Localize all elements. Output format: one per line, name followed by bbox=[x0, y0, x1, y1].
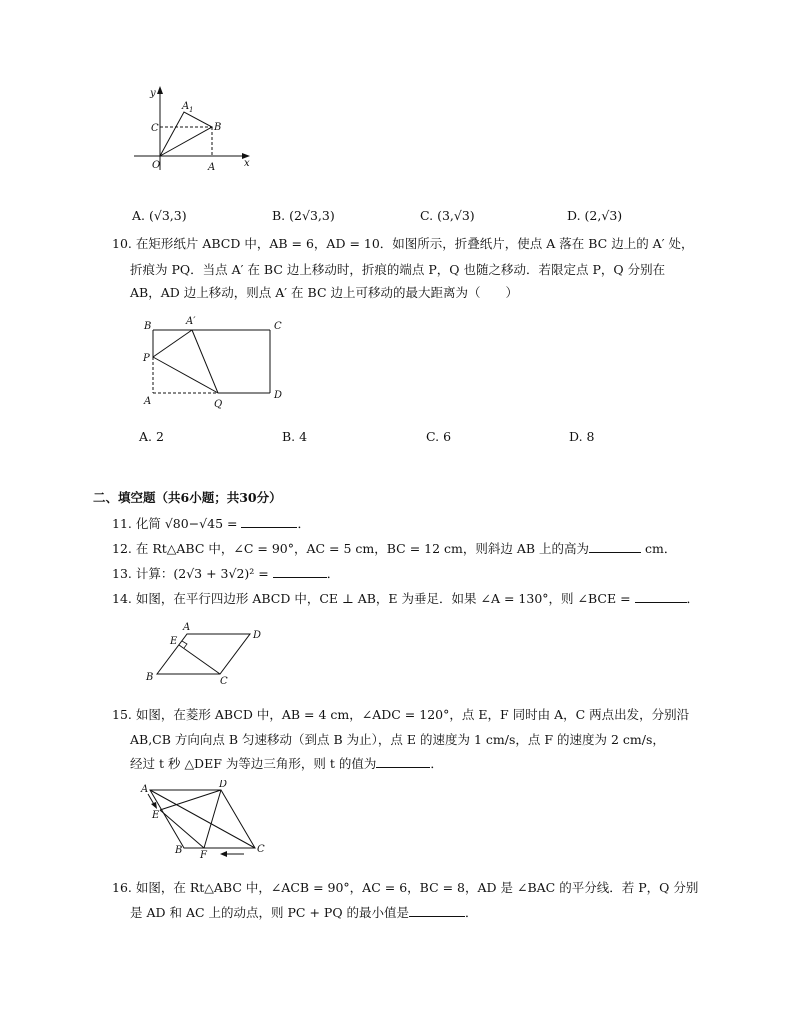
q16-line-2-text: 是 AD 和 AC 上的动点，则 PC + PQ 的最小值是 bbox=[130, 905, 410, 920]
option-text: (2√3,3) bbox=[289, 208, 335, 223]
q9-option-b[interactable] bbox=[272, 208, 335, 223]
label-o: O bbox=[152, 160, 161, 171]
label-y: y bbox=[150, 88, 156, 99]
label-b: B bbox=[214, 122, 222, 133]
q10-line-1: 10. 在矩形纸片 ABCD 中，AB = 6，AD = 10．如图所示，折叠纸片，使点 A 落在 BC 边上的 A′ 处， bbox=[112, 236, 694, 251]
y-axis-arrow bbox=[157, 86, 163, 94]
q13 bbox=[112, 564, 339, 582]
q14-parallelogram-figure bbox=[142, 618, 272, 684]
option-letter: A. bbox=[132, 208, 146, 223]
q9-option-c[interactable] bbox=[420, 208, 475, 223]
section-title: 二、填空题（共6小题；共30分） bbox=[93, 490, 282, 505]
q13-prefix: 13. 计算： bbox=[112, 566, 174, 581]
label-d: D bbox=[253, 630, 262, 641]
triangle-oa1b bbox=[160, 112, 212, 156]
q13-answer-blank[interactable] bbox=[273, 565, 327, 578]
q16-line-2 bbox=[130, 903, 478, 921]
q9-option-d[interactable] bbox=[567, 208, 622, 223]
q15-line-2: AB,CB 方向向点 B 匀速移动（到点 B 为止），点 E 的速度为 1 cm/s，点 F 的速度为 2 cm/s， bbox=[130, 732, 665, 747]
option-text: 4 bbox=[299, 429, 308, 444]
option-text: (3,√3) bbox=[437, 208, 475, 223]
q14-answer-blank[interactable] bbox=[635, 590, 687, 603]
label-a-prime: A′ bbox=[186, 316, 196, 327]
option-text: 2 bbox=[156, 429, 164, 444]
option-text: 6 bbox=[443, 429, 452, 444]
q10-option-a[interactable] bbox=[139, 429, 164, 444]
q10-option-b[interactable] bbox=[282, 429, 307, 444]
q15-line-3-text: 经过 t 秒 △DEF 为等边三角形，则 t 的值为 bbox=[130, 756, 377, 771]
q9-coordinate-figure bbox=[128, 84, 258, 174]
label-q: Q bbox=[214, 399, 223, 410]
option-letter: B. bbox=[272, 208, 286, 223]
q11-expr: √80−√45 = bbox=[164, 516, 242, 531]
q15-line-1: 15. 如图，在菱形 ABCD 中，AB = 4 cm，∠ADC = 120°，点 E，F 同时由 A，C 两点出发，分别沿 bbox=[112, 707, 690, 722]
q12-answer-blank[interactable] bbox=[589, 540, 641, 553]
label-a: A bbox=[141, 784, 149, 795]
q14 bbox=[112, 589, 699, 607]
q12 bbox=[112, 539, 676, 557]
label-d: D bbox=[219, 780, 228, 790]
segment-ce bbox=[179, 645, 220, 674]
label-a1-sub: 1 bbox=[189, 106, 194, 114]
fold-a2q bbox=[192, 330, 218, 393]
q11-prefix: 11. 化简 bbox=[112, 516, 165, 531]
q15-rhombus-figure bbox=[138, 780, 268, 862]
q15-answer-blank[interactable] bbox=[376, 755, 430, 768]
q11-answer-blank[interactable] bbox=[241, 515, 297, 528]
label-a: A bbox=[144, 396, 152, 407]
option-letter: C. bbox=[420, 208, 434, 223]
label-c: C bbox=[257, 844, 265, 855]
label-b: B bbox=[175, 845, 183, 856]
label-b: B bbox=[144, 321, 152, 332]
option-letter: A. bbox=[139, 429, 153, 444]
label-p: P bbox=[143, 353, 150, 364]
segment-df bbox=[204, 790, 221, 848]
q9-option-a[interactable] bbox=[132, 208, 187, 223]
q15-suffix: ． bbox=[430, 756, 443, 771]
q12-suffix: cm． bbox=[641, 541, 677, 556]
diagonal-ac bbox=[150, 790, 255, 848]
q10-rectangle-figure bbox=[138, 314, 288, 412]
option-letter: D. bbox=[567, 208, 581, 223]
label-x: x bbox=[244, 158, 250, 169]
q14-text: 14. 如图，在平行四边形 ABCD 中，CE ⊥ AB，E 为垂足．如果 ∠A = 130°，则 ∠BCE = bbox=[112, 591, 635, 606]
q15-line-3 bbox=[130, 754, 443, 772]
arrow-e-head bbox=[151, 802, 157, 809]
q10-line-3: AB，AD 边上移动，则点 A′ 在 BC 边上可移动的最大距离为（ ） bbox=[130, 285, 518, 300]
crease-pq bbox=[153, 357, 218, 393]
option-text: 8 bbox=[586, 429, 595, 444]
label-a: A bbox=[208, 162, 216, 173]
option-letter: D. bbox=[569, 429, 583, 444]
q10-option-c[interactable] bbox=[426, 429, 451, 444]
arrow-f-head bbox=[220, 851, 227, 857]
label-c: C bbox=[220, 676, 228, 684]
label-e: E bbox=[152, 810, 160, 821]
segment-de bbox=[160, 790, 221, 810]
q10-line-2: 折痕为 PQ．当点 A′ 在 BC 边上移动时，折痕的端点 P，Q 也随之移动．若限定点 P，Q 分别在 bbox=[130, 262, 666, 277]
label-b: B bbox=[146, 672, 154, 683]
label-e: E bbox=[170, 636, 178, 647]
label-a: A bbox=[183, 622, 191, 633]
option-text: (2,√3) bbox=[584, 208, 623, 223]
fold-pa2 bbox=[153, 330, 192, 357]
q13-expr: (2√3 + 3√2)² = bbox=[173, 566, 273, 581]
label-f: F bbox=[200, 850, 207, 861]
option-letter: B. bbox=[282, 429, 296, 444]
label-c: C bbox=[151, 123, 159, 134]
q13-suffix: ． bbox=[326, 566, 340, 581]
option-text: (√3,3) bbox=[149, 208, 187, 223]
label-a1: A bbox=[182, 101, 190, 112]
q16-line-1: 16. 如图，在 Rt△ABC 中，∠ACB = 90°，AC = 6，BC = 8，AD 是 ∠BAC 的平分线．若 P，Q 分别 bbox=[112, 880, 699, 895]
q14-suffix: ． bbox=[686, 591, 700, 606]
label-c: C bbox=[274, 321, 282, 332]
option-letter: C. bbox=[426, 429, 440, 444]
q11 bbox=[112, 514, 310, 532]
q10-option-d[interactable] bbox=[569, 429, 595, 444]
q16-suffix: ． bbox=[465, 905, 478, 920]
label-d: D bbox=[274, 390, 283, 401]
q12-text: 12. 在 Rt△ABC 中，∠C = 90°，AC = 5 cm，BC = 12 cm，则斜边 AB 上的高为 bbox=[112, 541, 590, 556]
q16-answer-blank[interactable] bbox=[409, 904, 465, 917]
right-angle-mark bbox=[182, 641, 187, 648]
q11-suffix: ． bbox=[297, 516, 310, 531]
